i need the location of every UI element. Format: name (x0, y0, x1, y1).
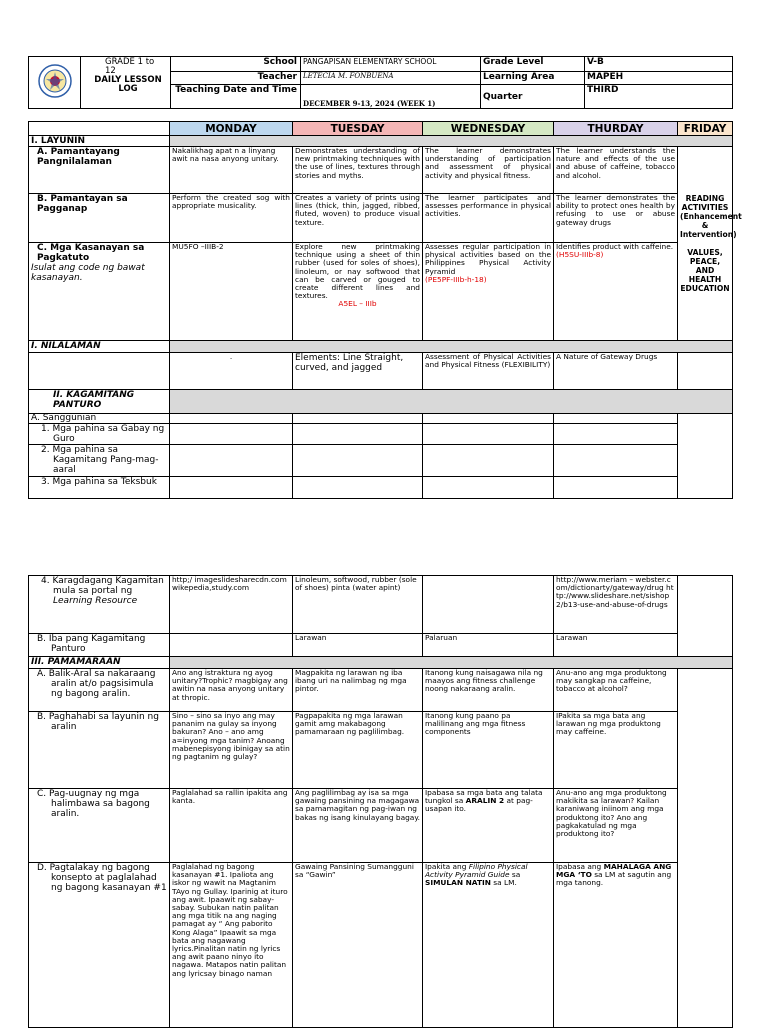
pa-mon: Ano ang istraktura ng ayog unitary?Trophic? magbigay ang awitin na nasa anyong unitary at thropic. (170, 669, 293, 712)
label-karagdagang-kagamitan (29, 576, 170, 634)
pa-wed: Itanong kung naisagawa nila ng maayos ang fitness challenge noong nakaraang aralin. (423, 669, 554, 712)
quarter-value: THIRD (585, 85, 733, 109)
nilalaman-thu: A Nature of Gateway Drugs (554, 353, 678, 390)
label-balik-aral: A. Balik-Aral sa nakaraang aralin at/o pagsisimula ng bagong aralin. (29, 669, 170, 712)
day-wednesday: WEDNESDAY (423, 122, 554, 136)
day-friday: FRIDAY (678, 122, 733, 136)
cell-c-tue-code: A5EL – IIIb (338, 299, 377, 309)
teacher-value: LETECIA M. FONBUENA (301, 72, 481, 85)
grade-level-label: Grade Level (481, 57, 585, 72)
friday-values: VALUES, PEACE, AND HEALTH EDUCATION (680, 248, 730, 293)
label-pamantayang-pangnilalaman: A. Pamantayang Pangnilalaman (29, 147, 170, 194)
cell-a-wed: The learner demonstrates understanding of participation and assessment of physical activity and physical fitness. (423, 147, 554, 194)
pd-mon: Paglalahad ng bagong kasanayan #1. Ipaliota ang iskor ng wawit na Magtanim TAyo ng Gullay. Iparinig at ituro ang awit. Ipaawit ng sabay- sabay. Subukan natin palitan ang mga titik na ang naging pamagat ay “ Ang paborito Kong Alaga” Ipaawit sa mga bata ang nagawang lyrics.Pinalitan natin ng lyrics ang awit paano ninyo ito nagawa. Matapos natin palitan ang lyricsay binago naman (170, 863, 293, 1028)
pd-wed-italic: Filipino Physical Activity Pyramid Guide (425, 862, 528, 880)
date-value: DECEMBER 9-13, 2024 (WEEK 1) (301, 85, 481, 109)
cell-b-mon: Perform the created sog with appropriate musicality. (170, 194, 293, 243)
title-cell (81, 57, 171, 109)
pd-wed (423, 863, 554, 1028)
grade-level-value: V-B (585, 57, 733, 72)
pc-tue: Ang paglilimbag ay isa sa mga gawaing pansining na magagawa sa pamamagitan ng pag-iwan ng bakas ng isang kinulayang bagay. (293, 789, 423, 863)
cell-a-mon: Nakalikhag apat n a linyang awit na nasa anyong unitary. (170, 147, 293, 194)
r4-mon: http;/ imageslidesharecdn.com wikepedia,study.com (170, 576, 293, 634)
pd-thu-post: sa LM at sagutin ang mga tanong. (556, 870, 672, 888)
deped-seal-icon (38, 64, 72, 98)
cell-c-thu-text: Identifies product with caffeine. (556, 242, 674, 251)
friday-enhancement: (Enhancement & Intervention) (680, 212, 742, 239)
cell-c-wed-text: Assesses regular participation in physical activities based on the Philippines Physical Activity Pyramid (425, 242, 551, 276)
grade-title: GRADE 1 to 12 (105, 57, 155, 76)
quarter-label: Quarter (481, 85, 585, 109)
day-thursday: THURDAY (554, 122, 678, 136)
label-sanggunian: A. Sanggunian (29, 414, 170, 424)
section-layunin: I. LAYUNIN (29, 136, 170, 147)
friday-reading: READING ACTIVITIES (681, 194, 729, 212)
school-value: PANGAPISAN ELEMENTARY SCHOOL (301, 57, 481, 72)
cell-c-mon: MU5FO –IIIB-2 (170, 243, 293, 341)
pc-wed-bold: ARALIN 2 (465, 796, 505, 806)
label-pag-uugnay: C. Pag-uugnay ng mga halimbawa sa bagong aralin. (29, 789, 170, 863)
label-paghahabi: B. Paghahabi sa layunin ng aralin (29, 712, 170, 789)
lesson-table-page1 (28, 121, 742, 499)
pd-wed-post: sa LM. (490, 878, 517, 888)
pd-wed-pre: Ipakita ang (425, 862, 469, 871)
cell-c-wed-code: (PE5PF-IIIb-h-18) (425, 274, 487, 284)
label-pagtalakay: D. Pagtalakay ng bagong konsepto at paglalahad ng bagong kasanayan #1 (29, 863, 170, 1028)
section-pamamaraan: III. PAMAMARAAN (29, 657, 170, 669)
label-kasanayan (29, 243, 170, 341)
cell-b-thu: The learner demonstrates the ability to protect ones health by refusing to use or abuse gateway drugs (554, 194, 678, 243)
deped-seal-cell (29, 57, 81, 109)
section-kagamitan: II. KAGAMITANG PANTURO (29, 390, 170, 414)
date-label: Teaching Date and Time (171, 85, 301, 109)
pa-tue: Magpakita ng larawan ng iba ibang uri na nalimbag ng mga pintor. (293, 669, 423, 712)
section-nilalaman: I. NILALAMAN (29, 341, 170, 353)
label-gabay-guro: 1. Mga pahina sa Gabay ng Guro (29, 424, 170, 445)
cell-a-thu: The learner understands the nature and effects of the use and abuse of caffeine, tobacco and alcohol. (554, 147, 678, 194)
pc-wed-post: at pag-usapan ito. (425, 796, 533, 814)
cell-b-tue: Creates a variety of prints using lines (thick, thin, jagged, ribbed, fluted, woven) to produce visual texture. (293, 194, 423, 243)
school-label: School (171, 57, 301, 72)
b-wed: Palaruan (423, 634, 554, 657)
nilalaman-tue: Elements: Line Straight, curved, and jagged (293, 353, 423, 390)
cell-c-thu-code: (H5SU-IIIb-8) (556, 250, 604, 260)
label-iba-pang-kagamitan: B. Iba pang Kagamitang Panturo (29, 634, 170, 657)
pd-tue: Gawaing Pansining Sumangguni sa “Gawin” (293, 863, 423, 1028)
pb-wed: Itanong kung paano pa malilinang ang mga fitness components (423, 712, 554, 789)
learning-area-value: MAPEH (585, 72, 733, 85)
pd-thu-pre: Ipabasa ang (556, 862, 604, 871)
teacher-label: Teacher (171, 72, 301, 85)
r4-thu: http://www.meriam – webster.com/dictionarty/gateway/drug http://www.slideshare.net/sishop2/b13-use-and-abuse-of-drugs (554, 576, 678, 634)
label-kagamitang-pang-mag-aaral: 2. Mga pahina sa Kagamitang Pang-mag-aaral (29, 445, 170, 477)
cell-a-tue: Demonstrates understanding of new printmaking techniques with the use of lines, textures through stories and myths. (293, 147, 423, 194)
lesson-table-page2 (28, 575, 733, 1028)
cell-c-wed (423, 243, 554, 341)
pd-wed-bold: SIMULAN NATIN (425, 878, 491, 888)
pc-thu: Anu-ano ang mga produktong makikita sa larawan? Kailan karaniwang iniinom ang mga produktong ito? Ano ang pagkakatulad ng mga produktong ito? (554, 789, 678, 863)
nilalaman-wed: Assessment of Physical Activities and Physical Fitness (FLEXIBILITY) (423, 353, 554, 390)
label-teksbuk: 3. Mga pahina sa Teksbuk (29, 477, 170, 499)
label-karagdagang-text: 4. Karagdagang Kagamitan mula sa portal ng (41, 576, 164, 596)
cell-b-wed: The learner participates and assesses performance in physical activities. (423, 194, 554, 243)
pc-mon: Paglalahad sa rallin ipakita ang kanta. (170, 789, 293, 863)
day-tuesday: TUESDAY (293, 122, 423, 136)
r4-tue: Linoleum, softwood, rubber (sole of shoes) pinta (water apint) (293, 576, 423, 634)
cell-c-tue (293, 243, 423, 341)
pc-wed (423, 789, 554, 863)
pc-wed-pre: Ipabasa sa mga bata ang talata tungkol sa (425, 788, 543, 806)
log-title: DAILY LESSON LOG (94, 75, 162, 94)
nilalaman-mon: . (170, 353, 293, 390)
friday-note (678, 147, 742, 341)
day-monday: MONDAY (170, 122, 293, 136)
learning-area-label: Learning Area (481, 72, 585, 85)
pb-thu: IPakita sa mga bata ang larawan ng mga produktong may caffeine. (554, 712, 678, 789)
cell-c-tue-text: Explore new printmaking technique using a sheet of thin rubber (used for soles of shoes), linoleum, or nay softwood that can be carved or gouged to create different lines and textures. (295, 242, 420, 301)
pd-wed-mid: sa (509, 870, 521, 880)
b-thu: Larawan (554, 634, 678, 657)
cell-c-thu (554, 243, 678, 341)
pa-thu: Anu-ano ang mga produktong may sangkap na caffeine, tobacco at alcohol? (554, 669, 678, 712)
label-kasanayan-sub: Isulat ang code ng bawat kasanayan. (31, 263, 145, 283)
pd-thu (554, 863, 678, 1028)
label-learning-resource: Learning Resource (53, 596, 138, 606)
pb-mon: Sino – sino sa inyo ang may pananim na gulay sa inyong bakuran? Ano – ano amg a=inyong mga tanim? Anoang mabenepisyong ibinigay sa atin ng pagtanim ng gulay? (170, 712, 293, 789)
header-table (28, 56, 733, 109)
pd-thu-bold: MAHALAGA ANG MGA ‘TO (556, 862, 672, 880)
label-pamantayan-sa-pagganap: B. Pamantayan sa Pagganap (29, 194, 170, 243)
label-kasanayan-title: C. Mga Kasanayan sa Pagkatuto (37, 243, 145, 263)
b-tue: Larawan (293, 634, 423, 657)
pb-tue: Pagpapakita ng mga larawan gamit amg makabagong pamamaraan ng paglilimbag. (293, 712, 423, 789)
